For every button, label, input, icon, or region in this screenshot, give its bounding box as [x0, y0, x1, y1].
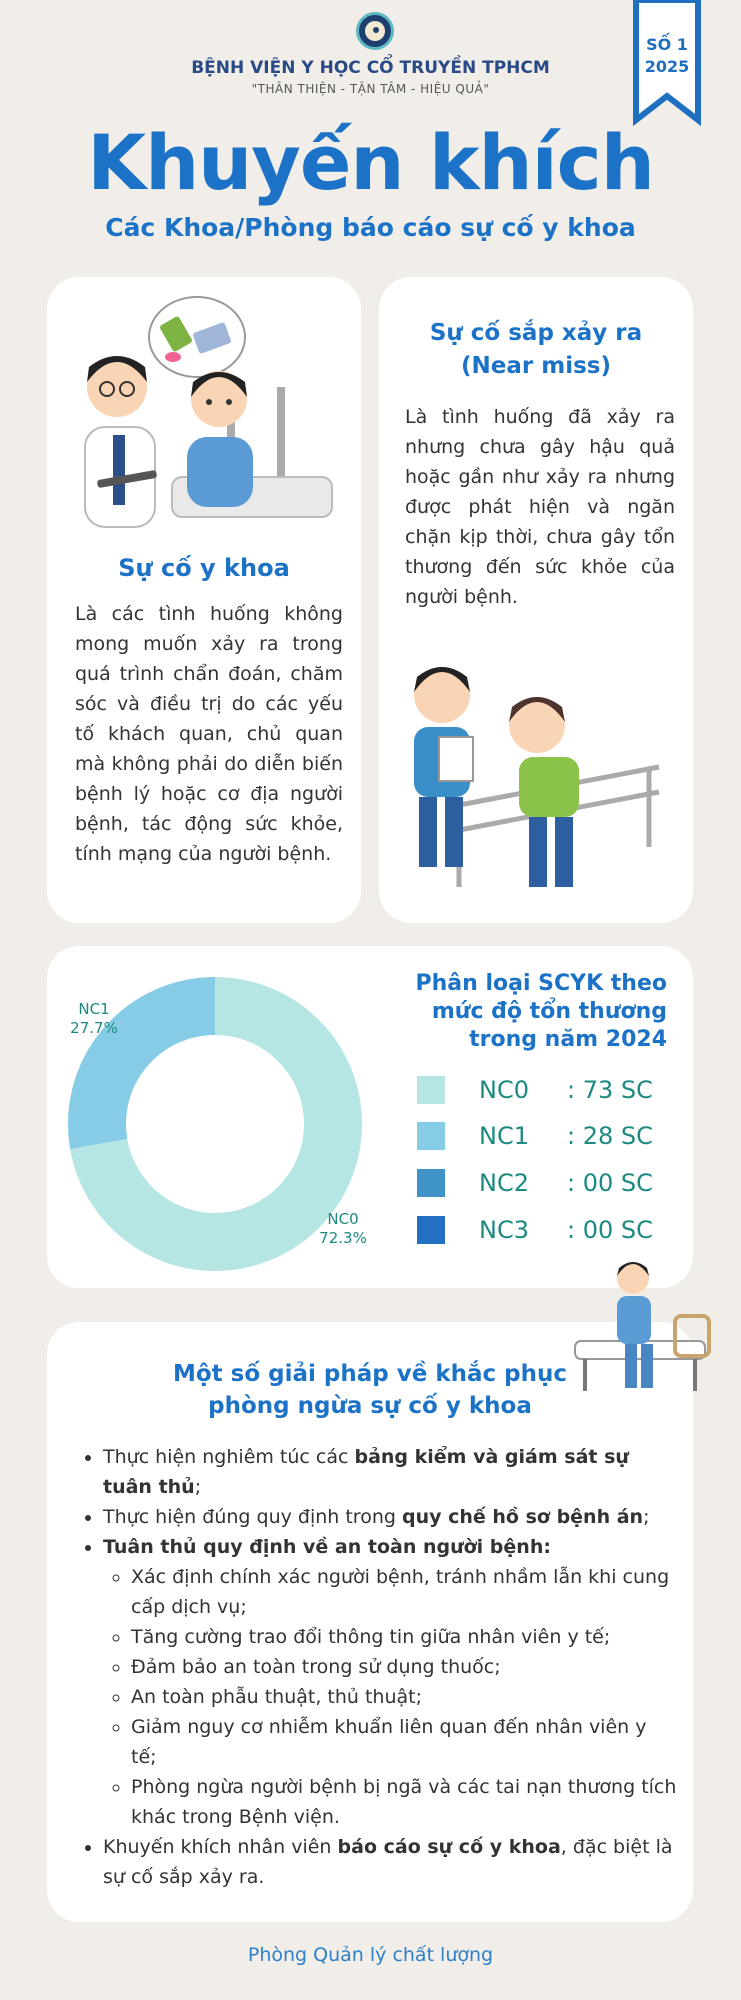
hospital-logo	[356, 12, 394, 50]
page-title: Khuyến khích	[87, 118, 654, 207]
incident-card	[47, 277, 361, 923]
issue-year: 2025	[644, 57, 690, 76]
legend-label: NC3	[479, 1216, 529, 1244]
sub-item: ◦ Xác định chính xác người bệnh, tránh nhầm lẫn khi cung cấp dịch vụ;	[131, 1562, 677, 1622]
legend-item-nc1	[417, 1122, 677, 1152]
legend-value: : 28 SC	[567, 1122, 653, 1150]
legend-swatch	[417, 1169, 445, 1197]
incident-text: Là các tình huống không mong muốn xảy ra trong quá trình chẩn đoán, chăm sóc và điều trị do các yếu tố khách quan, chủ quan mà không phải do diễn biến bệnh lý hoặc cơ địa người bệnh, tác động sức khỏe, tính mạng của người bệnh.	[75, 603, 343, 865]
near-miss-title: Sự cố sắp xảy ra (Near miss)	[429, 320, 643, 379]
legend-label: NC0	[479, 1076, 529, 1104]
near-miss-card	[379, 277, 693, 923]
donut-label-name: NC1	[78, 1000, 110, 1018]
legend-value: : 00 SC	[567, 1216, 653, 1244]
solutions-title: Một số giải pháp về khắc phục phòng ngừa sự cố y khoa	[172, 1361, 568, 1419]
legend-item-nc0	[417, 1076, 677, 1106]
legend-label: NC1	[479, 1122, 529, 1150]
solutions-list	[77, 1442, 677, 1892]
hospital-name: BỆNH VIỆN Y HỌC CỔ TRUYỀN TPHCM	[191, 58, 550, 78]
donut-label-percent: 72.3%	[319, 1229, 367, 1247]
solution-item: • Tuân thủ quy định về an toàn người bệnh: ◦ Xác định chính xác người bệnh, tránh nhầm lẫn khi cung cấp dịch vụ; ◦ Tăng cường trao đổi thông tin giữa nhân viên y tế; ◦ Đảm bảo an toàn trong sử dụng thuốc; ◦ An toàn phẫu thuật, thủ thuật; ◦ Giảm nguy cơ nhiễm khuẩn liên quan đến nhân viên y tế; ◦ Phòng ngừa người bệnh bị ngã và các tai nạn thương tích khác trong Bệnh viện.	[103, 1532, 677, 1832]
donut-label-name: NC0	[327, 1210, 359, 1228]
footer-department: Phòng Quản lý chất lượng	[247, 1944, 494, 1966]
classification-title: Phân loại SCYK theo mức độ tổn thương trong năm 2024	[415, 971, 667, 1052]
legend-swatch	[417, 1076, 445, 1104]
legend-label: NC2	[479, 1169, 529, 1197]
rehab-walking-illustration	[409, 647, 669, 897]
issue-ribbon	[632, 0, 702, 128]
incident-title: Sự cố y khoa	[118, 554, 290, 582]
chart-legend	[417, 1076, 677, 1266]
hospital-motto: "THÂN THIỆN - TẬN TÂM - HIỆU QUẢ"	[251, 82, 490, 96]
sub-item: ◦ Tăng cường trao đổi thông tin giữa nhân viên y tế;	[131, 1622, 677, 1652]
page-subtitle: Các Khoa/Phòng báo cáo sự cố y khoa	[105, 213, 636, 242]
sub-item: ◦ Phòng ngừa người bệnh bị ngã và các tai nạn thương tích khác trong Bệnh viện.	[131, 1772, 677, 1832]
sub-item: ◦ An toàn phẫu thuật, thủ thuật;	[131, 1682, 677, 1712]
issue-number: SỐ 1	[646, 35, 688, 54]
sub-item: ◦ Đảm bảo an toàn trong sử dụng thuốc;	[131, 1652, 677, 1682]
donut-chart	[47, 946, 387, 1288]
legend-swatch	[417, 1216, 445, 1244]
sub-item: ◦ Giảm nguy cơ nhiễm khuẩn liên quan đến nhân viên y tế;	[131, 1712, 677, 1772]
solution-item: • Thực hiện nghiêm túc các bảng kiểm và giám sát sự tuân thủ;	[103, 1442, 677, 1502]
legend-value: : 73 SC	[567, 1076, 653, 1104]
legend-item-nc3	[417, 1216, 677, 1246]
classification-card	[47, 946, 693, 1288]
patient-bed-illustration	[565, 1256, 715, 1406]
solution-item: • Thực hiện đúng quy định trong quy chế hồ sơ bệnh án;	[103, 1502, 677, 1532]
solution-item: • Khuyến khích nhân viên báo cáo sự cố y khoa, đặc biệt là sự cố sắp xảy ra.	[103, 1832, 677, 1892]
donut-label-percent: 27.7%	[70, 1019, 118, 1037]
legend-value: : 00 SC	[567, 1169, 653, 1197]
solutions-card	[47, 1322, 693, 1922]
doctor-patient-illustration	[77, 287, 337, 537]
near-miss-text: Là tình huống đã xảy ra nhưng chưa gây hậu quả hoặc gần như xảy ra nhưng được phát hiện và ngăn chặn kịp thời, chưa gây tổn thương đến sức khỏe của người bệnh.	[405, 406, 675, 608]
legend-swatch	[417, 1122, 445, 1150]
legend-item-nc2	[417, 1169, 677, 1199]
